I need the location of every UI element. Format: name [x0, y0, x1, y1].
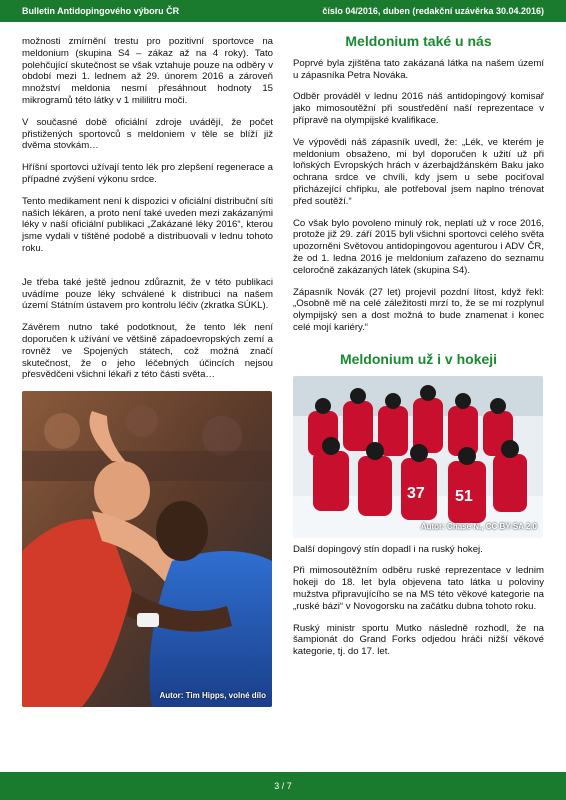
- header-title: Bulletin Antidopingového výboru ČR: [22, 6, 180, 16]
- paragraph: Ve výpovědi náš zápasník uvedl, že: „Lék, ve kterém je meldonium obsaženo, mi byl doporučen k užití už při loňských Evropských hrách v ázerbajdžánském Baku jako ochrana srdce ve chvíli, kdy jsem u sebe pociťoval přicházející chřipku, ale potřeboval jsem naplno trénovat před soutěží.“: [293, 136, 544, 207]
- photo-credit: Autor: Chase N., CC BY-SA 2.0: [420, 521, 537, 531]
- paragraph: Co však bylo povoleno minulý rok, neplatí už v roce 2016, protože již 29. září 2015 byli všichni sportovci celého světa upozorněni Světovou antidopingovou agenturou i ADV ČR, že od 1. ledna 2016 je meldonium zařazeno do seznamu celoročně zakázaných látek (skupina S4).: [293, 217, 544, 276]
- paragraph: Poprvé byla zjištěna tato zakázaná látka na našem území u zápasníka Petra Nováka.: [293, 57, 544, 81]
- paragraph: Zápasník Novák (27 let) projevil pozdní lítost, když řekl: „Osobně mě na celé záležitosti mrzí to, že se mi rozplynul olympijský sen a dost možná to bude znamenat i konec celé mojí kariéry.“: [293, 286, 544, 333]
- paragraph: V současné době oficiální zdroje uvádějí, že počet přistižených sportovců s meldoniem v těle se blíží již dvěma stovkám…: [22, 116, 273, 152]
- paragraph: Ruský ministr sportu Mutko následně rozhodl, že na šampionát do Grand Forks odjedou hráči nižší věkové kategorie, tj. do 17. let.: [293, 622, 544, 658]
- hockey-illustration: [293, 376, 543, 538]
- paragraph: Odběr prováděl v lednu 2016 náš antidopingový komisař jako mimosoutěžní při soustředění naší reprezentace v přípravě na olympijské kvalifikace.: [293, 91, 544, 126]
- header-issue: číslo 04/2016, duben (redakční uzávěrka 30.04.2016): [322, 6, 544, 16]
- jersey-number: 51: [455, 487, 473, 505]
- photo-credit: Autor: Tim Hipps, volné dílo: [159, 691, 266, 701]
- page-footer: [0, 772, 566, 800]
- paragraph: Další dopingový stín dopadl i na ruský hokej.: [293, 543, 483, 555]
- left-column: [22, 36, 273, 707]
- paragraph: Hříšní sportovci užívají tento lék pro zlepšení regenerace a případné zvýšení výkonu srdce.: [22, 162, 273, 185]
- section-heading: Meldonium už i v hokeji: [339, 350, 498, 367]
- page-number: 3 / 7: [274, 781, 292, 791]
- paragraph: možnosti zmírnění trestu pro pozitivní sportovce na meldonium (skupina S4 – zákaz až na 4 roky). Tato polehčující skutečnost se však vztahuje pouze na odběry v období mezi 1. lednem až 29. únorem 2016 a zároveň množství meldonia nesmí přesáhnout hodnoty 15 mikrogramů této látky v 1 mililitru moči.: [22, 36, 273, 106]
- paragraph: Je třeba také ještě jednou zdůraznit, že v této publikaci uvádíme pouze léky schválené k distribuci na našem území Státním ústavem pro kontrolu léčiv (zkratka SÚKL).: [22, 276, 273, 312]
- jersey-number: 37: [407, 484, 425, 502]
- paragraph: Při mimosoutěžním odběru ruské reprezentace v lednim hokeji do 18. let byla objevena tato látka u poloviny mužstva připravujícího se na MS této věkové kategorie na „ruské bázi“ v Novogorsku na začátku dubna tohoto roku.: [293, 565, 544, 612]
- wrestling-illustration: [22, 391, 272, 707]
- section-heading: Meldonium také u nás: [345, 33, 492, 49]
- hockey-photo: [293, 376, 543, 538]
- page-header: [0, 0, 566, 22]
- paragraph: Závěrem nutno také podotknout, že tento lék není doporučen k užívání ve většině západoevropských zemí a rovněž ve Spojených státech, což možná značí skutečnost, že o jeho léčebných účincích nejsou přesvědčeni všichni lékaři z této části světa…: [22, 322, 273, 381]
- right-column: [293, 33, 544, 668]
- wrestling-photo: [22, 391, 272, 707]
- paragraph: Tento medikament není k dispozici v oficiální distribuční síti našich lékáren, a proto není také uveden mezi zakázanými léky v naší oficiální publikaci „Zakázané léky 2016“, kterou jsme vydali v tištěné podobě a distribuovali v lednu tohoto roku.: [22, 195, 273, 254]
